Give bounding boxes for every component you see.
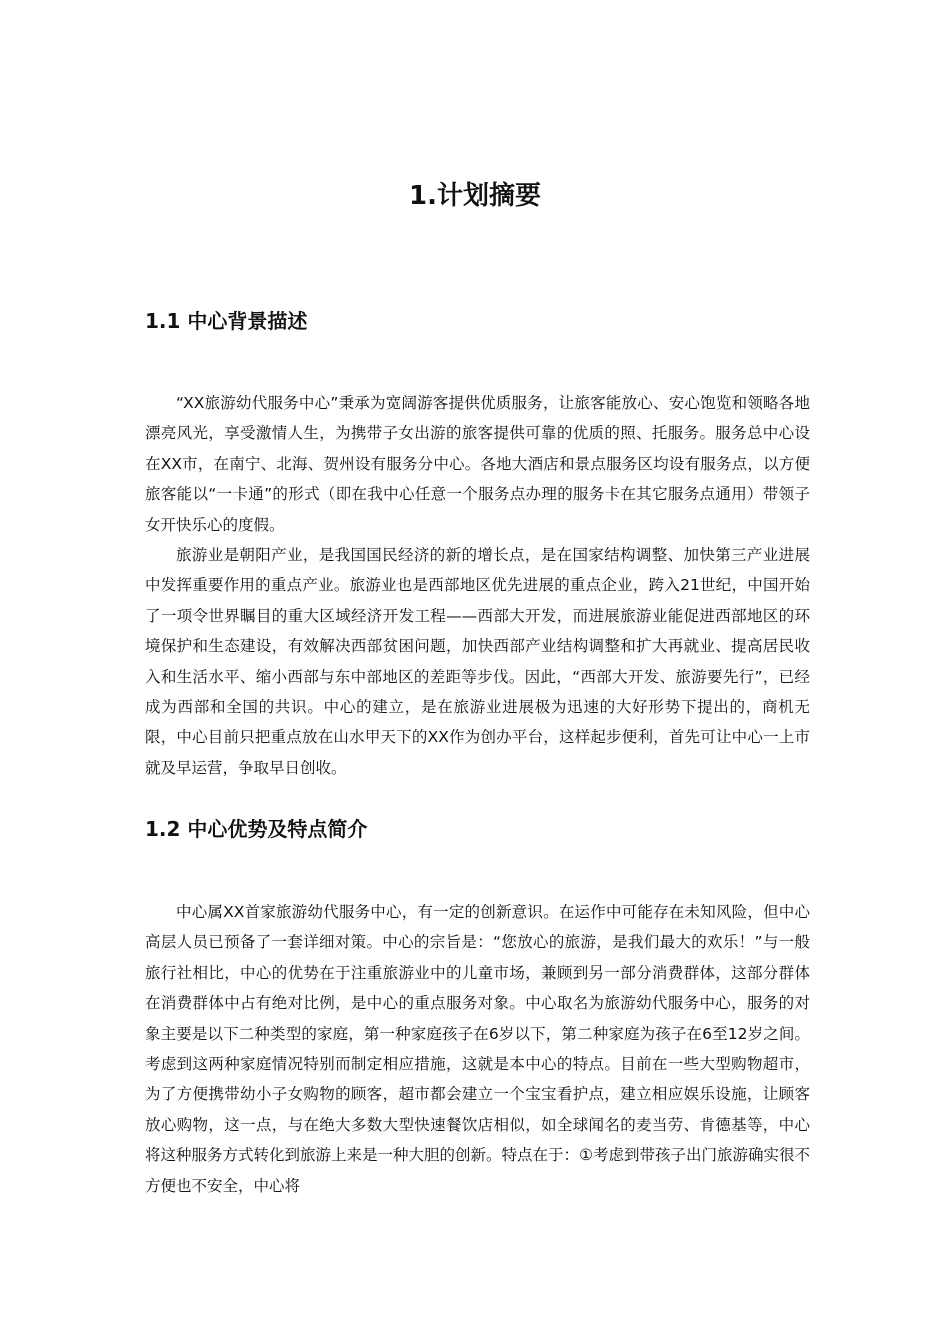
paragraph: “XX旅游幼代服务中心”秉承为宽阔游客提供优质服务，让旅客能放心、安心饱览和领略各地漂亮风光，享受激情人生，为携带子女出游的旅客提供可靠的优质的照、托服务。服务总中心设在XX市，在南宁、北海、贺州设有服务分中心。各地大酒店和景点服务区均设有服务点，以方便旅客能以“一卡通”的形式（即在我中心任意一个服务点办理的服务卡在其它服务点通用）带领子女开快乐心的度假。 <box>145 394 810 534</box>
paragraph: 旅游业是朝阳产业，是我国国民经济的新的增长点，是在国家结构调整、加快第三产业进展中发挥重要作用的重点产业。旅游业也是西部地区优先进展的重点企业，跨入21世纪，中国开始了一项令世界瞩目的重大区域经济开发工程——西部大开发，而进展旅游业能促进西部地区的环境保护和生态建设，有效解决西部贫困问题，加快西部产业结构调整和扩大再就业、提高居民收入和生活水平、缩小西部与东中部地区的差距等步伐。因此，“西部大开发、旅游要先行”，已经成为西部和全国的共识。中心的建立，是在旅游业进展极为迅速的大好形势下提出的，商机无限，中心目前只把重点放在山水甲天下的XX作为创办平台，这样起步便利，首先可让中心一上市就及早运营，争取早日创收。 <box>145 546 810 777</box>
section-heading-background: 1.1 中心背景描述 <box>145 309 308 333</box>
section-body-advantages <box>145 897 810 1201</box>
section-body-background <box>145 388 810 783</box>
section-heading-advantages: 1.2 中心优势及特点简介 <box>145 817 368 841</box>
paragraph: 中心属XX首家旅游幼代服务中心，有一定的创新意识。在运作中可能存在未知风险，但中心高层人员已预备了一套详细对策。中心的宗旨是：“您放心的旅游，是我们最大的欢乐！”与一般旅行社相比，中心的优势在于注重旅游业中的儿童市场，兼顾到另一部分消费群体，这部分群体在消费群体中占有绝对比例，是中心的重点服务对象。中心取名为旅游幼代服务中心，服务的对象主要是以下二种类型的家庭，第一种家庭孩子在6岁以下，第二种家庭为孩子在6至12岁之间。考虑到这两种家庭情况特别而制定相应措施，这就是本中心的特点。目前在一些大型购物超市，为了方便携带幼小子女购物的顾客，超市都会建立一个宝宝看护点，建立相应娱乐设施，让顾客放心购物，这一点，与在绝大多数大型快速餐饮店相似，如全球闻名的麦当劳、肯德基等，中心将这种服务方式转化到旅游上来是一种大胆的创新。特点在于：①考虑到带孩子出门旅游确实很不方便也不安全，中心将 <box>145 903 810 1195</box>
document-title: 1.计划摘要 <box>409 181 541 211</box>
